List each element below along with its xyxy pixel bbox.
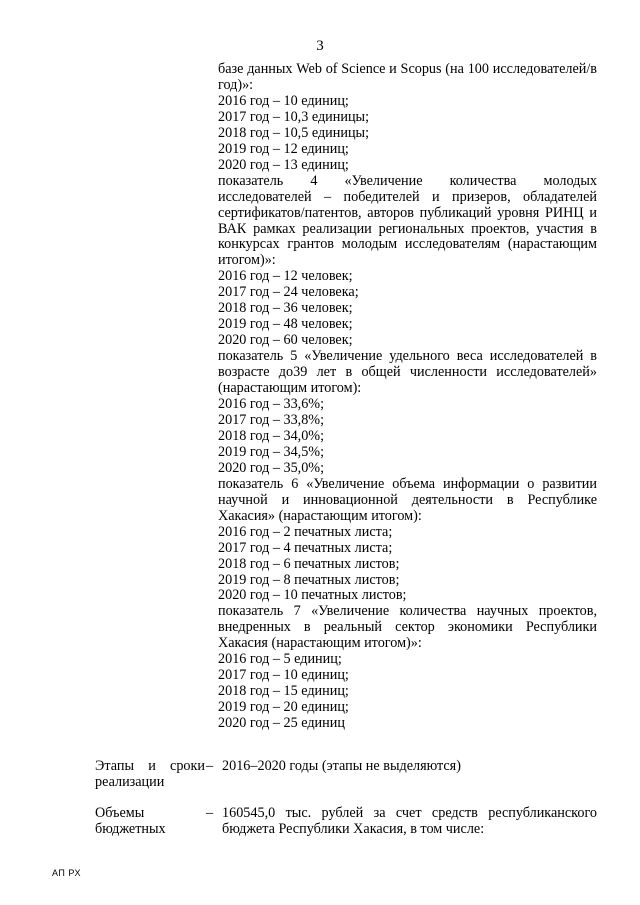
stages-label xyxy=(95,758,205,790)
text-line: возрасте до39 лет в общей численности исследователей» xyxy=(218,364,597,381)
text-line: 2017 год – 24 человека; xyxy=(218,284,359,301)
text-line: 2019 год – 48 человек; xyxy=(218,316,353,333)
text-line: 2017 год – 4 печатных листа; xyxy=(218,539,393,556)
text-line: конкурсах грантов молодым исследователям (нарастающим xyxy=(218,236,597,253)
text-line: 2019 год – 34,5%; xyxy=(218,443,325,460)
text-line: показатель 4 «Увеличение количества молодых xyxy=(218,172,597,189)
text-line: 2020 год – 10 печатных листов; xyxy=(218,587,407,604)
text-line: показатель 6 «Увеличение объема информации о развитии xyxy=(218,475,597,492)
page-number: 3 xyxy=(316,38,324,54)
text-line: Хакасия» (нарастающим итогом): xyxy=(218,507,422,524)
text-line: 2019 год – 20 единиц; xyxy=(218,699,349,716)
text-line: 2016 год – 2 печатных листа; xyxy=(218,523,393,540)
budget-value-line2: бюджета Республики Хакасия, в том числе: xyxy=(222,821,485,837)
stages-value-text: 2016–2020 годы (этапы не выделяются) xyxy=(222,758,461,774)
text-line: 2017 год – 33,8%; xyxy=(218,411,325,428)
text-line: год)»: xyxy=(218,76,254,93)
text-line: (нарастающим итогом): xyxy=(218,380,362,397)
budget-label-line1: Объемы xyxy=(95,805,145,821)
text-line: 2017 год – 10,3 единицы; xyxy=(218,108,370,125)
text-line: 2017 год – 10 единиц; xyxy=(218,667,349,684)
text-line: 2020 год – 13 единиц; xyxy=(218,156,349,173)
stages-label-line2: реализации xyxy=(95,774,165,790)
text-line: сертификатов/патентов, авторов публикаций уровня РИНЦ и xyxy=(218,204,597,221)
budget-dash: – xyxy=(206,805,214,821)
text-line: научной и инновационной деятельности в Республике xyxy=(218,491,597,508)
text-line: базе данных Web of Science и Scopus (на 100 исследователей/в xyxy=(218,61,597,77)
stages-dash: – xyxy=(206,758,214,774)
text-line: 2018 год – 36 человек; xyxy=(218,300,353,317)
passport-indicators-text xyxy=(218,62,597,732)
text-line: показатель 5 «Увеличение удельного веса исследователей в xyxy=(218,348,597,365)
budget-value-line1: 160545,0 тыс. рублей за счет средств республиканского xyxy=(222,805,597,821)
text-line: ВАК рамках реализации региональных проектов, участия в xyxy=(218,220,597,237)
text-line: 2018 год – 10,5 единицы; xyxy=(218,124,370,141)
text-line: 2019 год – 8 печатных листов; xyxy=(218,571,400,588)
budget-value xyxy=(222,805,597,837)
text-line: 2020 год – 25 единиц xyxy=(218,715,345,732)
stages-label-line1: Этапы и сроки xyxy=(95,758,205,774)
text-line: 2018 год – 15 единиц; xyxy=(218,683,349,700)
text-line: 2020 год – 60 человек; xyxy=(218,332,353,349)
text-line: внедренных в реальный сектор экономики Республики xyxy=(218,619,597,636)
budget-label xyxy=(95,805,205,837)
text-line: исследователей – победителей и призеров, обладателей xyxy=(218,188,597,205)
budget-label-line2: бюджетных xyxy=(95,821,166,837)
text-line: итогом)»: xyxy=(218,252,276,269)
stages-value xyxy=(222,758,597,774)
text-line: показатель 7 «Увеличение количества научных проектов, xyxy=(218,603,597,620)
text-line: Хакасия (нарастающим итогом)»: xyxy=(218,635,422,652)
text-line: 2016 год – 10 единиц; xyxy=(218,92,349,109)
footer-stamp-mark: АП РХ xyxy=(52,868,81,878)
text-line: 2018 год – 6 печатных листов; xyxy=(218,555,400,572)
text-line: 2016 год – 33,6%; xyxy=(218,396,325,413)
text-line: 2016 год – 12 человек; xyxy=(218,268,353,285)
text-line: 2020 год – 35,0%; xyxy=(218,459,325,476)
text-line: 2018 год – 34,0%; xyxy=(218,427,325,444)
text-line: 2016 год – 5 единиц; xyxy=(218,651,342,668)
text-line: 2019 год – 12 единиц; xyxy=(218,140,349,157)
